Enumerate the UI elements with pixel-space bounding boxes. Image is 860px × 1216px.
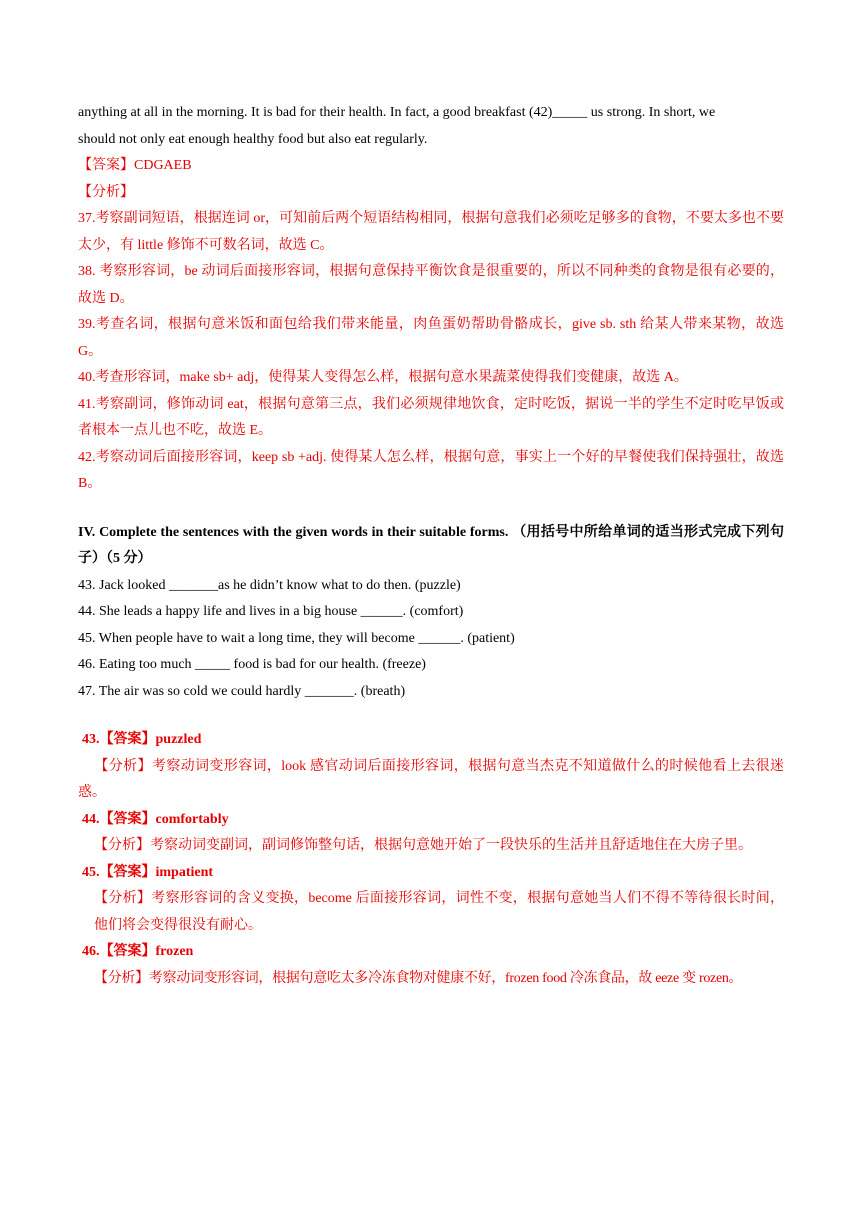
analysis-item-40: 40.考查形容词，make sb+ adj，使得某人变得怎么样，根据句意水果蔬菜使得我们变健康，故选 A。 [78,370,688,385]
question-43: 43. Jack looked _______as he didn’t know what to do then. (puzzle) [78,577,461,593]
analysis-item-41: 41.考察副词，修饰动词 eat，根据句意第三点，我们必须规律地饮食，定时吃饭，据说一半的学生不定时吃早饭或者根本一点儿也不吃，故选 E。 [78,396,784,438]
analysis-44: 【分析】考察动词变副词，副词修饰整句话，根据句意她开始了一段快乐的生活并且舒适地住在大房子里。 [94,838,752,853]
analysis-45: 【分析】考察形容词的含义变换，become 后面接形容词，词性不变，根据句意她当人们不得不等待很长时间，他们将会变得很没有耐心。 [94,891,784,933]
analysis-label: 【分析】 [78,184,134,200]
question-44: 44. She leads a happy life and lives in a big house ______. (comfort) [78,604,464,619]
analysis-43 [78,754,784,807]
analysis-item-37: 37.考察副词短语，根据连词 or，可知前后两个短语结构相同，根据句意我们必须吃足够多的食物，不要太多也不要太少，有 little 修饰不可数名词，故选 C。 [78,211,784,253]
question-47: 47. The air was so cold we could hardly _______. (breath) [78,683,406,699]
answer-44: 44.【答案】comfortably [82,811,229,827]
analysis-43-text: 【分析】考察动词变形容词，look 感官动词后面接形容词，根据句意当杰克不知道做什么的时候他看上去很迷惑。 [78,758,784,800]
question-45: 45. When people have to wait a long time, they will become ______. (patient) [78,630,515,646]
analysis-46: 【分析】考察动词变形容词，根据句意吃太多冷冻食物对健康不好，frozen food 冷冻食品，故 eeze 变 rozen。 [94,970,743,986]
analysis-item-38: 38. 考察形容词，be 动词后面接形容词，根据句意保持平衡饮食是很重要的，所以不同种类的食物是很有必要的，故选 D。 [78,264,784,306]
spacer [78,498,784,520]
spacer [78,705,784,727]
passage-line-2: should not only eat enough healthy food but also eat regularly. [78,131,428,147]
section-heading: IV. Complete the sentences with the given words in their suitable forms. （用括号中所给单词的适当形式完成下列句子）（5 分） [78,524,784,566]
passage-line-1: anything at all in the morning. It is bad for their health. In fact, a good breakfast (42)_____ us strong. In short, we [78,105,716,120]
question-46: 46. Eating too much _____ food is bad for our health. (freeze) [78,657,426,672]
page-content [78,100,784,992]
answer-45: 45.【答案】impatient [82,864,214,880]
answer-43: 43.【答案】puzzled [82,732,202,747]
answer-46: 46.【答案】frozen [82,944,194,959]
analysis-item-42: 42.考察动词后面接形容词，keep sb +adj. 使得某人怎么样，根据句意，事实上一个好的早餐使我们保持强壮，故选 B。 [78,449,784,491]
answer-label: 【答案】CDGAEB [78,158,192,173]
analysis-item-39: 39.考查名词，根据句意米饭和面包给我们带来能量，肉鱼蛋奶帮助骨骼成长，give sb. sth 给某人带来某物，故选 G。 [78,317,784,359]
